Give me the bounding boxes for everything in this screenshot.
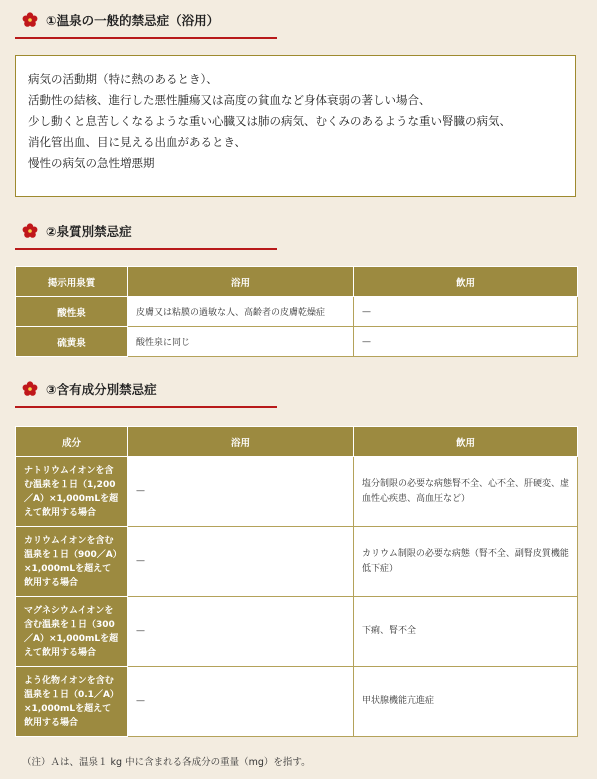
row-header: 硫黄泉 <box>16 327 128 357</box>
column-header: 浴用 <box>128 267 354 297</box>
section3-rule <box>15 406 277 408</box>
section2-heading <box>22 219 132 243</box>
column-header: 飲用 <box>354 267 578 297</box>
bath-cell: — <box>128 457 354 527</box>
column-header: 飲用 <box>354 427 578 457</box>
row-header: 酸性泉 <box>16 297 128 327</box>
plum-flower-icon <box>22 223 38 239</box>
contraindication-line: 消化管出血、目に見える出血があるとき、 <box>28 135 247 149</box>
footnote: （注）Ａは、温泉１ kg 中に含まれる各成分の重量（mg）を指す。 <box>22 757 311 768</box>
row-header: マグネシウムイオンを含む温泉を１日（300／A）×1,000mLを超えて飲用する場合 <box>16 597 128 667</box>
plum-flower-icon <box>22 12 38 28</box>
table-header-row <box>16 427 578 457</box>
table-row <box>16 457 578 527</box>
section1-heading <box>22 8 219 32</box>
section3-heading <box>22 377 157 401</box>
bath-cell: — <box>128 667 354 737</box>
column-header: 成分 <box>16 427 128 457</box>
bath-cell: 皮膚又は粘膜の過敏な人、高齢者の皮膚乾燥症 <box>128 297 354 327</box>
table-row <box>16 297 578 327</box>
row-header: ナトリウムイオンを含む温泉を１日（1,200／A）×1,000mLを超えて飲用する場合 <box>16 457 128 527</box>
bath-cell: 酸性泉に同じ <box>128 327 354 357</box>
section1-title: ①温泉の一般的禁忌症（浴用） <box>46 13 220 28</box>
section2-title: ②泉質別禁忌症 <box>46 224 132 239</box>
table-row <box>16 597 578 667</box>
section2-rule <box>15 248 277 250</box>
spring-type-table <box>15 266 578 357</box>
column-header: 浴用 <box>128 427 354 457</box>
table-header-row <box>16 267 578 297</box>
contraindication-line: 少し動くと息苦しくなるような重い心臓又は肺の病気、むくみのあるような重い腎臓の病気、 <box>28 114 511 128</box>
general-contraindications-box <box>15 55 576 197</box>
drink-cell: 甲状腺機能亢進症 <box>354 667 578 737</box>
component-table <box>15 426 578 737</box>
section3-title: ③含有成分別禁忌症 <box>46 382 157 397</box>
table-row <box>16 667 578 737</box>
contraindication-line: 活動性の結核、進行した悪性腫瘍又は高度の貧血など身体衰弱の著しい場合、 <box>28 93 431 107</box>
plum-flower-icon <box>22 381 38 397</box>
contraindication-line: 病気の活動期（特に熱のあるとき）、 <box>28 72 218 86</box>
drink-cell: カリウム制限の必要な病態（腎不全、副腎皮質機能低下症） <box>354 527 578 597</box>
row-header: よう化物イオンを含む温泉を１日（0.1／A）×1,000mLを超えて飲用する場合 <box>16 667 128 737</box>
drink-cell: — <box>354 297 578 327</box>
drink-cell: 塩分制限の必要な病態腎不全、心不全、肝硬変、虚血性心疾患、高血圧など） <box>354 457 578 527</box>
section1-rule <box>15 37 277 39</box>
bath-cell: — <box>128 597 354 667</box>
bath-cell: — <box>128 527 354 597</box>
column-header: 掲示用泉質 <box>16 267 128 297</box>
row-header: カリウムイオンを含む温泉を１日（900／A）×1,000mLを超えて飲用する場合 <box>16 527 128 597</box>
contraindication-line: 慢性の病気の急性増悪期 <box>28 156 155 170</box>
table-row <box>16 327 578 357</box>
drink-cell: 下痢、腎不全 <box>354 597 578 667</box>
drink-cell: — <box>354 327 578 357</box>
table-row <box>16 527 578 597</box>
